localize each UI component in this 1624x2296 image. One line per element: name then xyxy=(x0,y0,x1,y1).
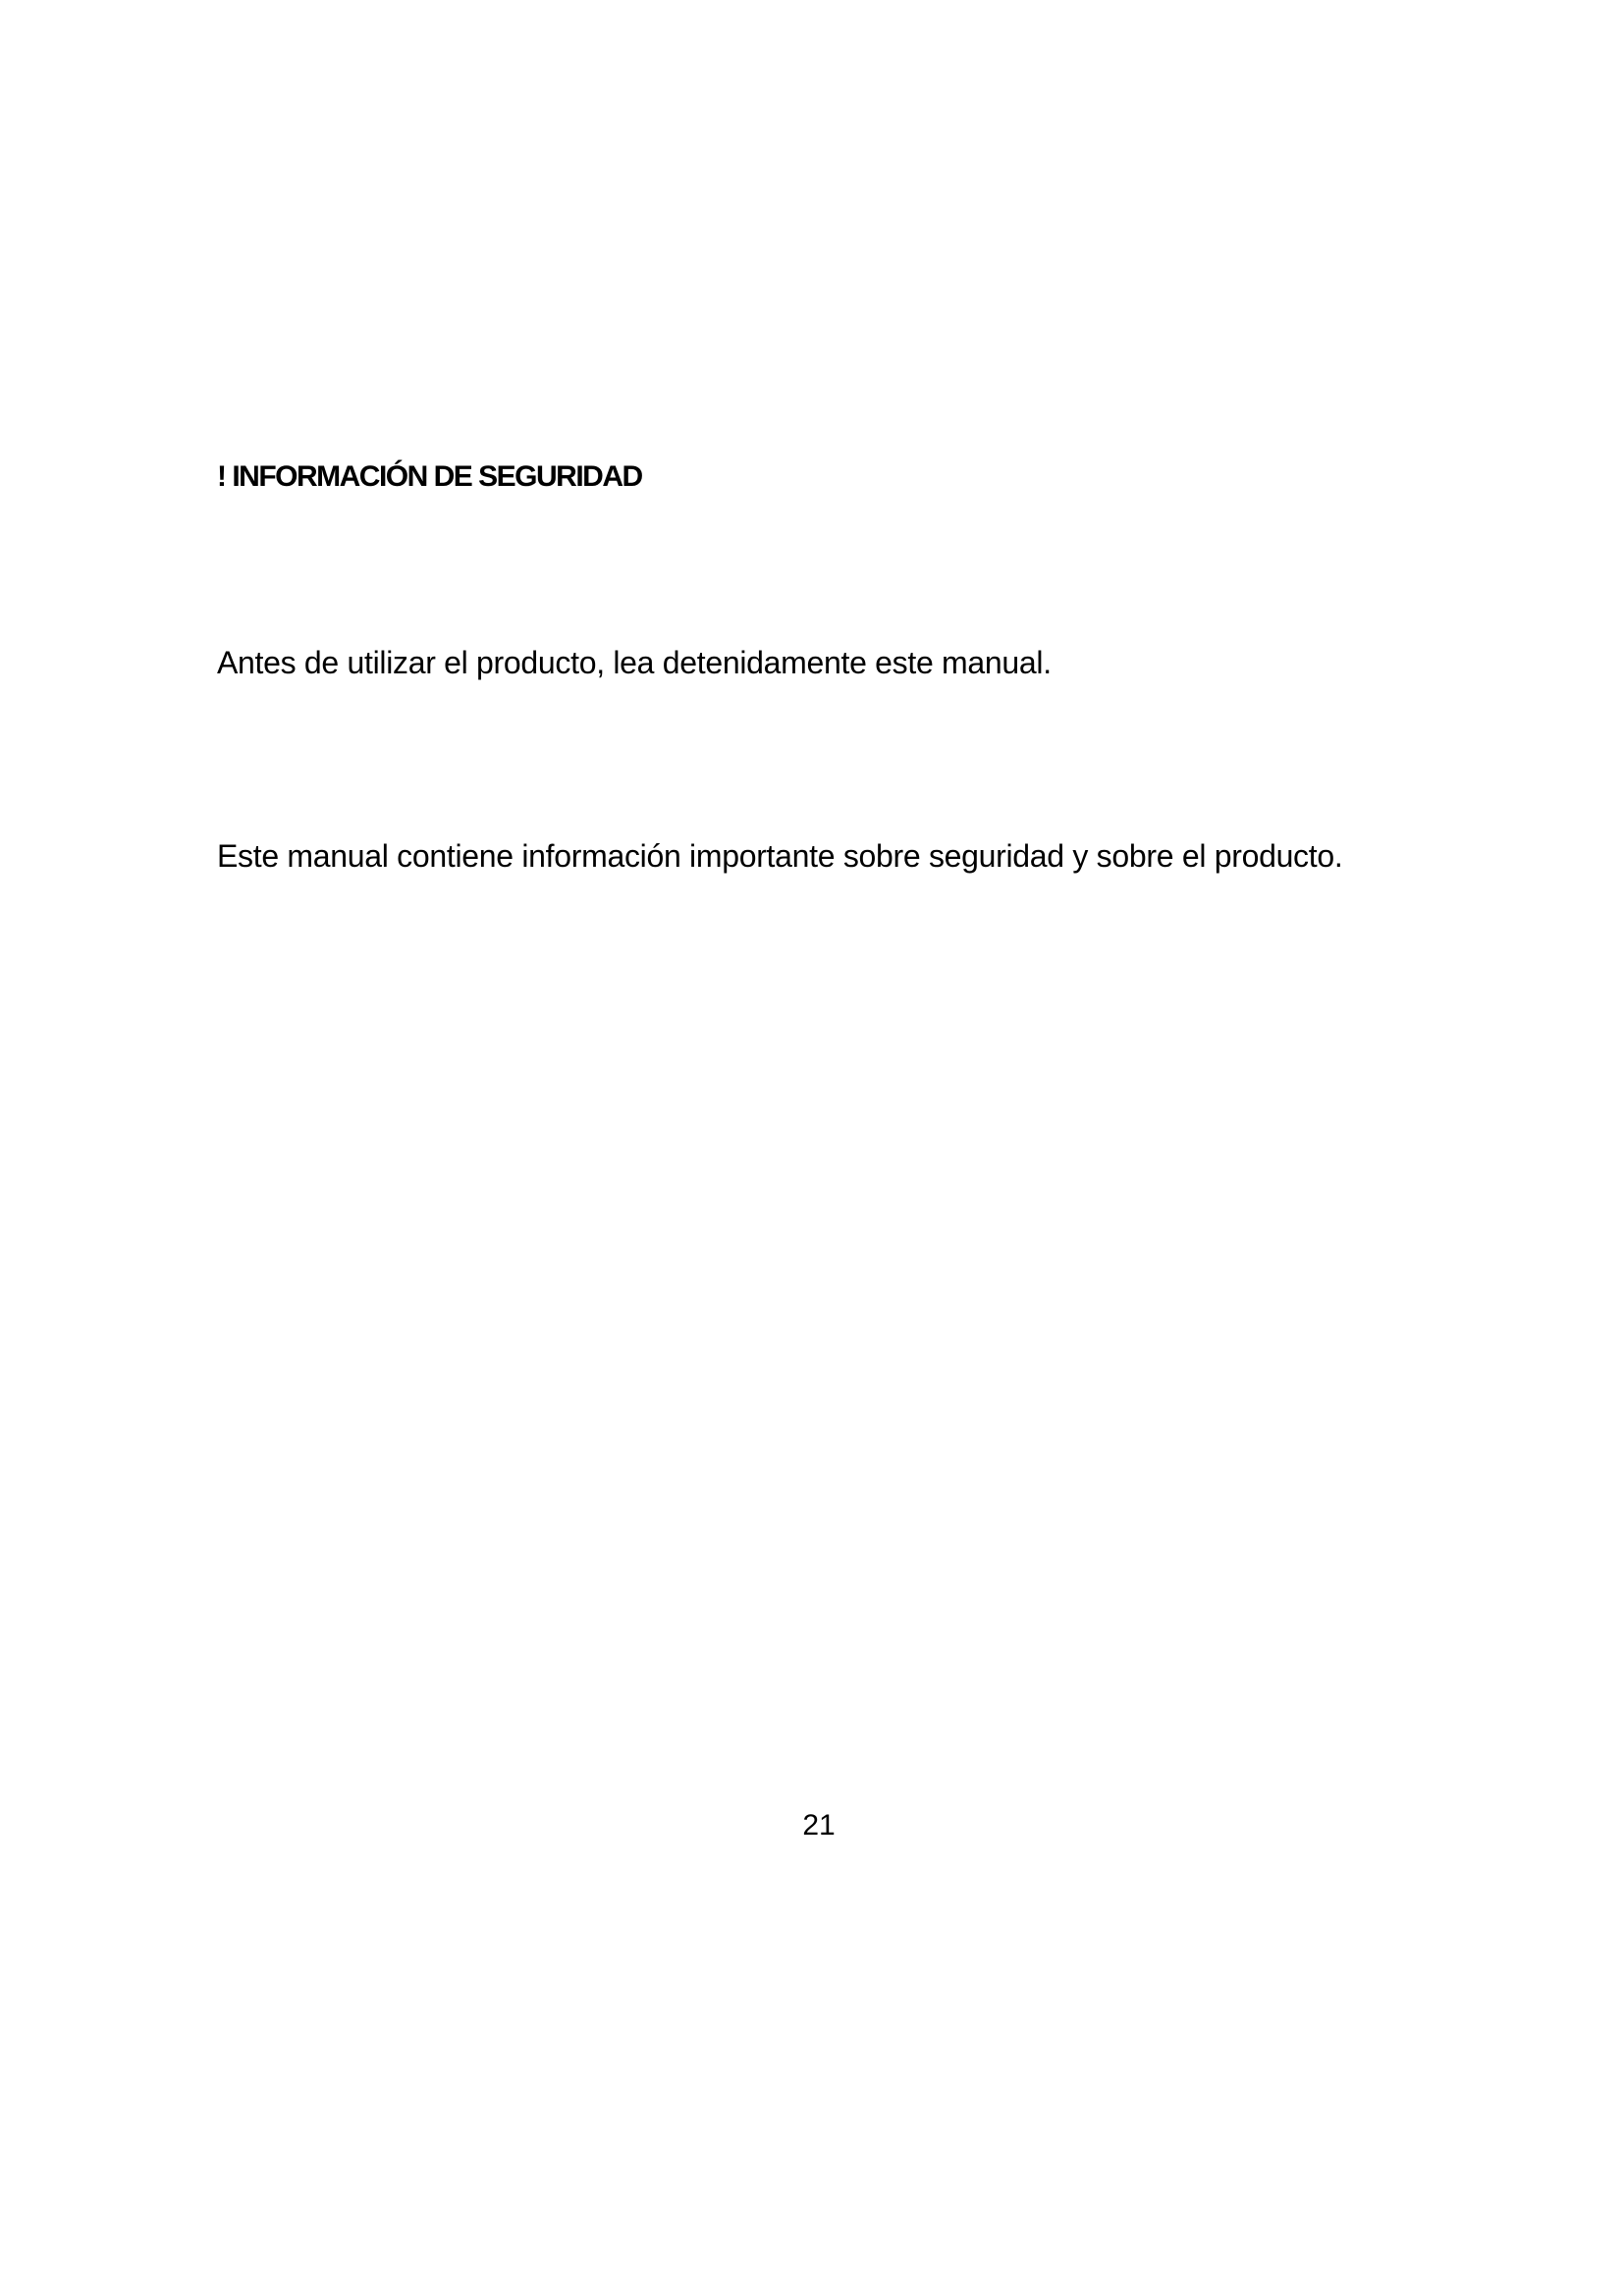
page-number: 21 xyxy=(802,1809,836,1842)
paragraph-read-manual: Antes de utilizar el producto, lea detenidamente este manual. xyxy=(217,645,1052,680)
paragraph-manual-contents: Este manual contiene información importante sobre seguridad y sobre el producto. xyxy=(217,838,1343,874)
section-heading: ! INFORMACIÓN DE SEGURIDAD xyxy=(217,460,642,493)
